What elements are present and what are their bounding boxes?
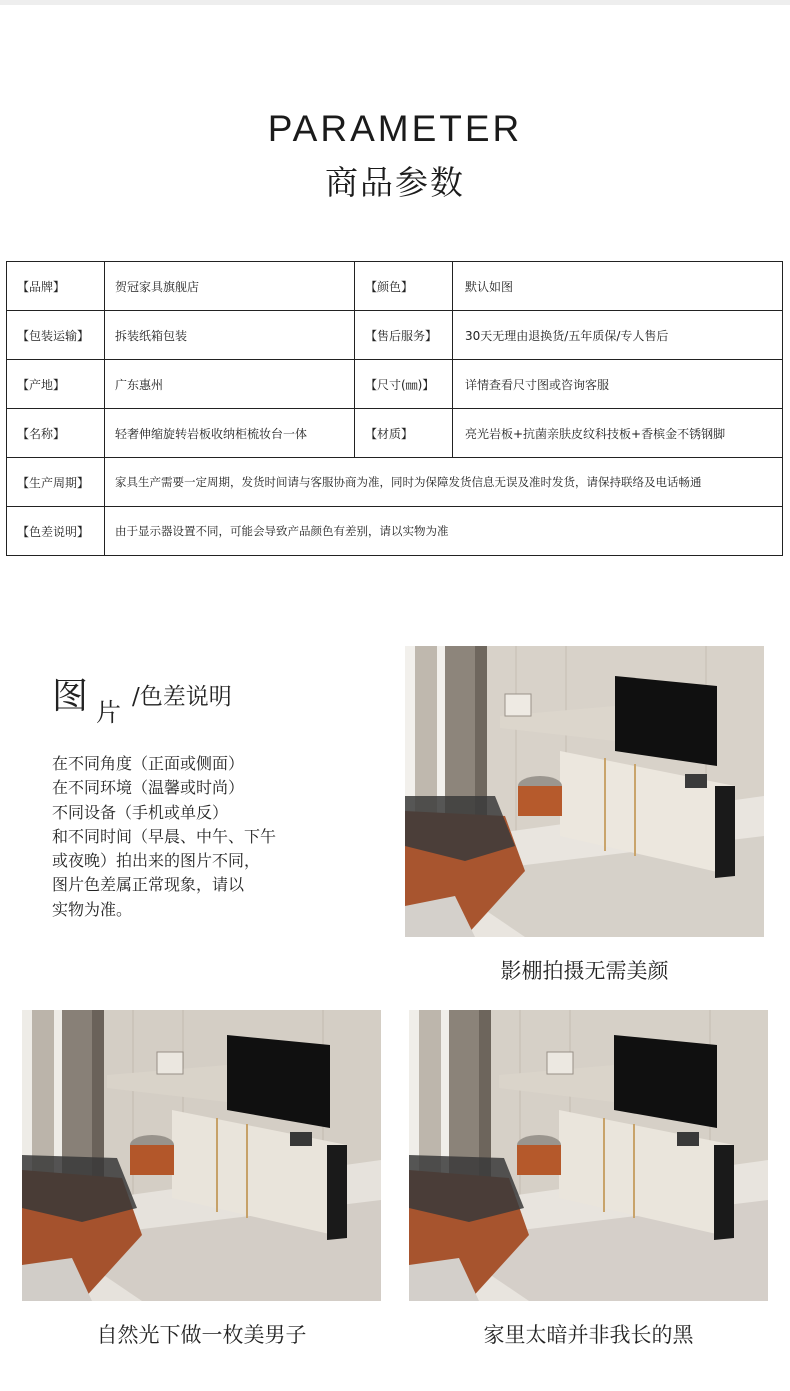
shipping-value: 拆装纸箱包装	[105, 311, 355, 360]
table-row	[7, 409, 783, 458]
aftersale-value: 30天无理由退换货/五年质保/专人售后	[453, 311, 783, 360]
color-note-heading	[52, 668, 352, 728]
cycle-value: 家具生产需要一定周期，发货时间请与客服协商为准，同时为保障发货信息无误及准时发货，请保持联络及电话畅通	[105, 458, 783, 507]
brand-value: 贺冠家具旗舰店	[105, 262, 355, 311]
aftersale-label: 【售后服务】	[355, 311, 453, 360]
dark-room-caption: 家里太暗并非我长的黑	[483, 1323, 694, 1347]
origin-label: 【产地】	[7, 360, 105, 409]
dark-room-photo	[409, 1010, 768, 1301]
note-line: 在不同角度（正面或侧面）	[52, 754, 245, 773]
top-bar	[0, 0, 790, 5]
material-value: 亮光岩板+抗菌亲肤皮纹科技板+香槟金不锈钢脚	[453, 409, 783, 458]
shipping-label: 【包装运输】	[7, 311, 105, 360]
color-value: 默认如图	[453, 262, 783, 311]
name-label: 【名称】	[7, 409, 105, 458]
table-row	[7, 311, 783, 360]
material-label: 【材质】	[355, 409, 453, 458]
note-line: 或夜晚）拍出来的图片不同，	[52, 851, 261, 871]
heading-char-big: 图	[52, 676, 89, 717]
name-value: 轻奢伸缩旋转岩板收纳柜梳妆台一体	[105, 409, 355, 458]
color-note-body	[52, 752, 322, 922]
note-line: 和不同时间（早晨、中午、下午	[52, 826, 277, 846]
heading-rest: /色差说明	[132, 684, 232, 710]
studio-photo	[405, 646, 764, 937]
table-row	[7, 360, 783, 409]
table-row	[7, 458, 783, 507]
natural-light-caption: 自然光下做一枚美男子	[96, 1323, 307, 1347]
table-row	[7, 507, 783, 556]
origin-value: 广东惠州	[105, 360, 355, 409]
note-line: 不同设备（手机或单反）	[52, 802, 229, 822]
cycle-label: 【生产周期】	[7, 458, 105, 507]
parameter-table	[6, 261, 783, 556]
brand-label: 【品牌】	[7, 262, 105, 311]
studio-caption: 影棚拍摄无需美颜	[500, 959, 669, 983]
color-label: 【颜色】	[355, 262, 453, 311]
colornote-label: 【色差说明】	[7, 507, 105, 556]
size-value: 详情查看尺寸图或咨询客服	[453, 360, 783, 409]
note-line: 图片色差属正常现象，请以	[52, 875, 245, 895]
page-title-cn: 商品参数	[325, 163, 465, 202]
colornote-value: 由于显示器设置不同，可能会导致产品颜色有差别，请以实物为准	[105, 507, 783, 556]
note-line: 实物为准。	[52, 899, 133, 919]
note-line: 在不同环境（温馨或时尚）	[52, 778, 245, 798]
size-label: 【尺寸(㎜)】	[355, 360, 453, 409]
table-row	[7, 262, 783, 311]
page-title-en: PARAMETER	[267, 108, 523, 149]
natural-light-photo	[22, 1010, 381, 1301]
heading-char-small: 片	[96, 698, 122, 727]
